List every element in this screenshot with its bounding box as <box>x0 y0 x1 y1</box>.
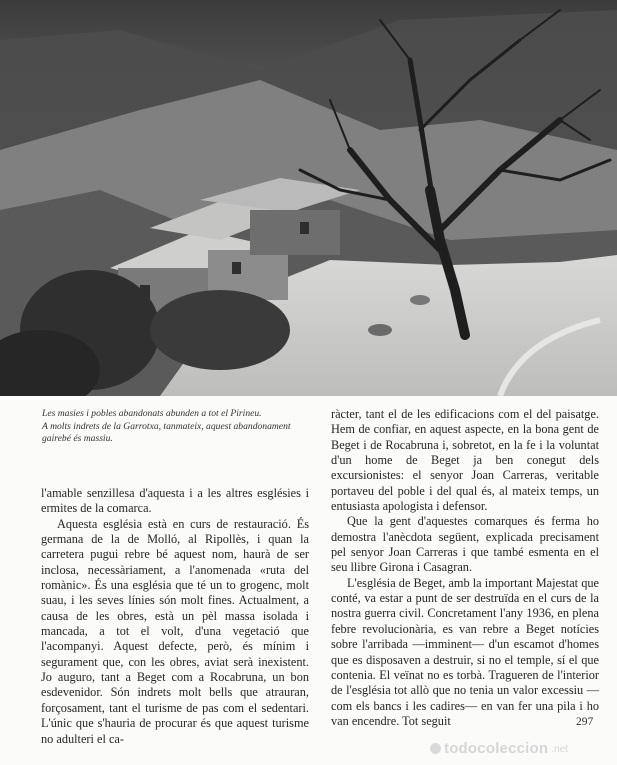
watermark-dot-icon <box>430 743 441 754</box>
page-number: 297 <box>576 716 594 728</box>
watermark-brand: todocoleccion <box>444 739 549 757</box>
left-paragraph-1: l'amable senzillesa d'aquesta i a les altres esglésies i ermites de la comarca. <box>41 486 309 516</box>
caption-line-2: A molts indrets de la Garrotxa, tanmateix, aquest abandonament <box>42 420 291 432</box>
watermark-logo <box>430 738 610 758</box>
watermark-tld: .net <box>551 744 568 755</box>
right-paragraph-3: L'església de Beget, amb la important Majestat que conté, va estar a punt de ser destruïda en el curs de la nostra guerra civil. Concretament l'any 1936, en plena febre revolucionària, es van rebre a Beget notícies sobre l'arribada —imminent— d'un escamot d'homes que es disposaven a destruir, si no el temple, sí el que contenia. El veïnat no es torbà. Tragueren de l'interior de l'església tot allò que no tenia un valor excessiu —com els bancs i les cadires— en van fer una pila i ho van encendre. Tot seguit <box>331 575 599 728</box>
caption-line-3: gairebé és massiu. <box>42 433 113 445</box>
left-paragraph-2: Aquesta església està en curs de restauració. És germana de la de Molló, al Ripollès, i quan la carretera pugui rebre bé aquest nom, haurà de ser inclosa, necessàriament, a l'anomenada «ruta del romànic». És una església que té un to grogenc, molt suau, i les seves línies són molt fines. Actualment, a causa de les obres, està un pèl massa isolada i mancada, a tot el volt, d'una vegetació que l'acompanyi. Aquest defecte, però, és mínim i segurament que, con les obres, aviat serà inexistent. Jo auguro, tant a Beget com a Rocabruna, un bon esdevenidor. Són indrets molt bells que atrauran, forçosament, tant el turisme de pas com el sedentari. L'únic que s'hauria de procurar és que aquest turisme no adulteri el ca- <box>41 516 309 746</box>
right-paragraph-1: ràcter, tant el de les edificacions com el del paisatge. Hem de confiar, en aquest aspecte, en la bona gent de Beget i de Rocabruna i, sobretot, en la fe i la voluntat d'un home de Beget ja ben conegut dels excursionistes: el senyor Joan Carreras, veritable portaveu del poble i del qual és, al mateix temps, un entusiasta apologista i defensor. <box>331 407 599 514</box>
left-text-column <box>41 486 309 747</box>
right-paragraph-2: Que la gent d'aquestes comarques és ferma ho demostra l'anècdota següent, explicada precisament pel senyor Joan Carreras i que també esmenta en el seu llibre Girona i Casagran. <box>331 514 599 575</box>
caption-line-1: Les masies i pobles abandonats abunden a tot el Pirineu. <box>42 408 262 419</box>
photo-caption <box>42 408 304 446</box>
right-text-column <box>331 407 599 729</box>
